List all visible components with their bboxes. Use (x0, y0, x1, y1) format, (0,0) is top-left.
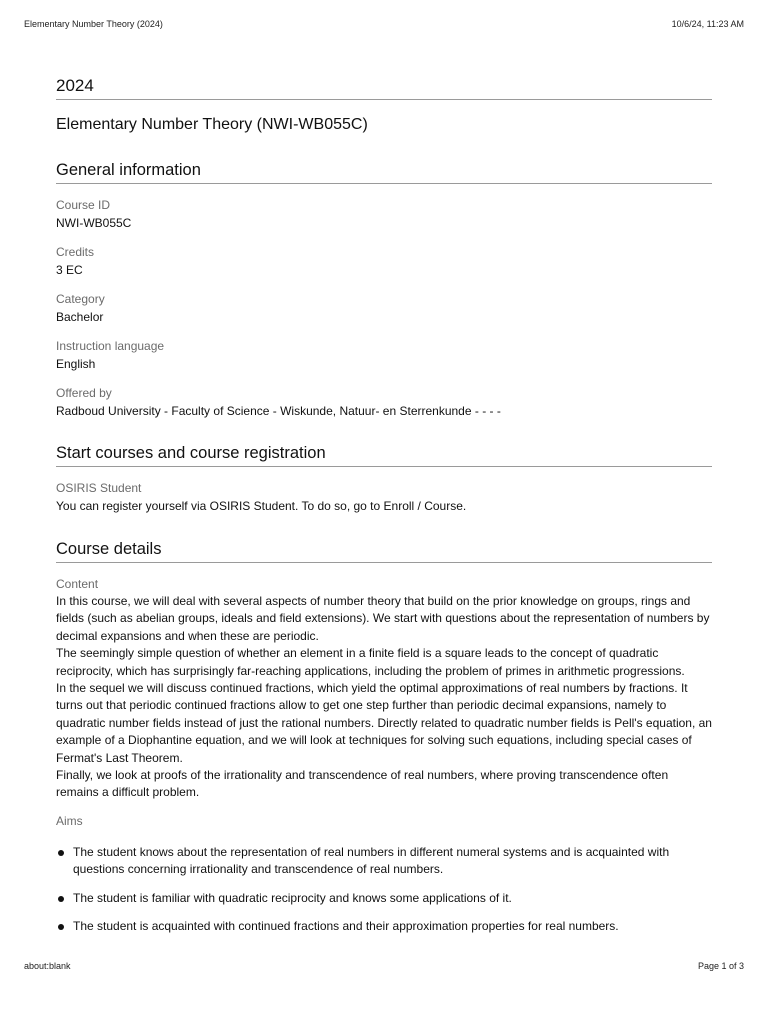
aim-item (56, 918, 712, 935)
instruction-language-label: Instruction language (56, 339, 165, 353)
course-details-heading: Course details (56, 539, 712, 563)
print-footer-url: about:blank (24, 961, 71, 971)
content-paragraph: In this course, we will deal with several aspects of number theory that build on the prior knowledge on groups, rings and fields (such as abelian groups, ideals and field extensions). We start with questions about the representation of numbers by decimal expansions and when these are periodic. (56, 594, 710, 643)
print-header-title: Elementary Number Theory (2024) (24, 19, 163, 29)
print-header-datetime: 10/6/24, 11:23 AM (671, 19, 744, 29)
credits-label: Credits (56, 245, 95, 259)
content-label: Content (56, 577, 99, 591)
print-header (24, 19, 744, 33)
print-footer (24, 961, 744, 975)
bullet-icon (58, 850, 64, 856)
osiris-student-value: You can register yourself via OSIRIS Student. To do so, go to Enroll / Course. (56, 499, 467, 513)
bullet-icon (58, 896, 64, 902)
course-id-field (56, 197, 712, 232)
bullet-icon (58, 924, 64, 930)
print-footer-page-number: Page 1 of 3 (697, 961, 744, 971)
osiris-student-field (56, 480, 712, 515)
year-heading: 2024 (56, 76, 712, 100)
instruction-language-value: English (56, 357, 96, 371)
general-information-section (56, 160, 712, 420)
page-content (56, 76, 712, 947)
credits-value: 3 EC (56, 263, 83, 277)
content-text (56, 593, 712, 802)
registration-section (56, 443, 712, 515)
aim-item (56, 844, 712, 879)
course-details-section (56, 539, 712, 936)
aim-text: The student is familiar with quadratic reciprocity and knows some applications of it. (73, 890, 512, 905)
offered-by-label: Offered by (56, 386, 112, 400)
category-field (56, 291, 712, 326)
registration-heading: Start courses and course registration (56, 443, 712, 467)
course-id-value: NWI-WB055C (56, 216, 132, 230)
content-paragraph: Finally, we look at proofs of the irrationality and transcendence of real numbers, where proving transcendence often remains a difficult problem. (56, 768, 669, 800)
content-paragraph: In the sequel we will discuss continued fractions, which yield the optimal approximations of real numbers by fractions. It turns out that periodic continued fractions allow to get one step further than periodic decimal expansions, namely to quadratic number fields instead of just the rational numbers. Directly related to quadratic number fields is Pell's equation, an example of a Diophantine equation, and we will look at techniques for solving such equations, including special cases of Fermat's Last Theorem. (56, 681, 712, 765)
aim-item (56, 890, 712, 907)
aim-text: The student is acquainted with continued fractions and their approximation properties for real numbers. (73, 919, 619, 934)
credits-field (56, 244, 712, 279)
course-title: Elementary Number Theory (NWI-WB055C) (56, 116, 368, 133)
category-value: Bachelor (56, 310, 104, 324)
general-information-heading: General information (56, 160, 712, 184)
content-field (56, 576, 712, 802)
offered-by-value: Radboud University - Faculty of Science - Wiskunde, Natuur- en Sterrenkunde - - - - (56, 404, 501, 418)
instruction-language-field (56, 338, 712, 373)
aims-list (56, 844, 712, 936)
course-id-label: Course ID (56, 198, 111, 212)
offered-by-field (56, 385, 712, 420)
osiris-student-label: OSIRIS Student (56, 481, 142, 495)
aim-text: The student knows about the representation of real numbers in different numeral systems and is acquainted with questions concerning irrationality and transcendence of real numbers. (73, 844, 670, 877)
category-label: Category (56, 292, 105, 306)
content-paragraph: The seemingly simple question of whether an element in a finite field is a square leads to the concept of quadratic reciprocity, which has surprisingly far-reaching applications, including the problem of primes in arithmetic progressions. (56, 646, 685, 678)
aims-label: Aims (56, 813, 83, 828)
